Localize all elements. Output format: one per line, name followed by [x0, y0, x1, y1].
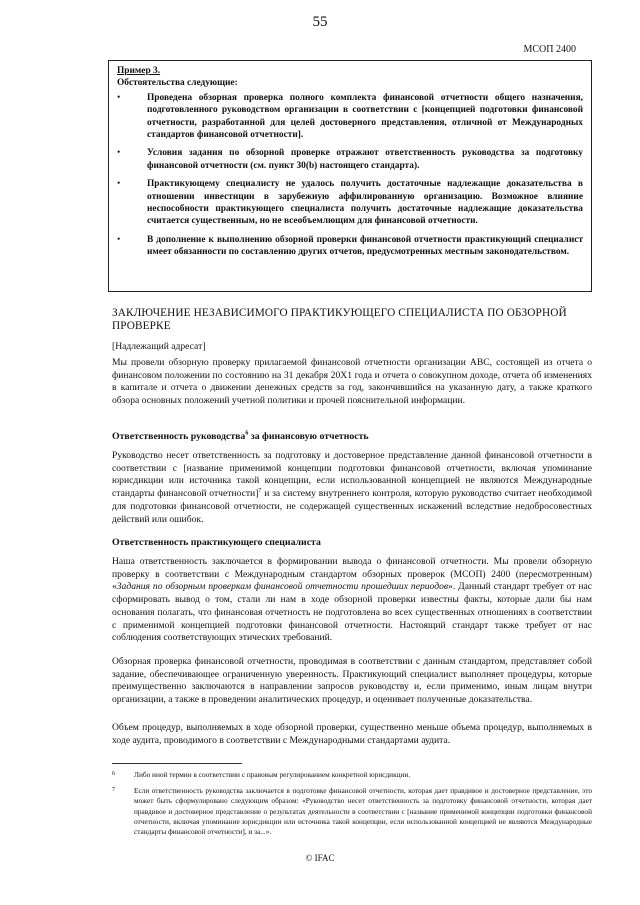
practitioner-paragraph — [112, 556, 592, 645]
report-title: ЗАКЛЮЧЕНИЕ НЕЗАВИСИМОГО ПРАКТИКУЮЩЕГО СПЕЦИАЛИСТА ПО ОБЗОРНОЙ ПРОВЕРКЕ — [112, 307, 567, 332]
practitioner-para-part1: Наша ответственность заключается в формировании вывода о финансовой отчетности. Мы провели обзорную проверку в соответствии с Международным стандартом обзорных проверок (МСОП) 2400 (пересмотренным) « — [112, 556, 592, 593]
mgmt-responsibility-paragraph — [112, 450, 592, 526]
review-paragraph-text: Обзорная проверка финансовой отчетности, проводимая в соответствии с данным стандартом, представляет собой задание, обеспечивающее ограниченную уверенность. Практикующий специалист выполняет процедуры, которые преимущественно заключаются в направлении запросов руководству и, если применимо, иным лицам внутри организации, а также в проведении аналитических процедур, и оценивает полученные доказательства. — [112, 656, 592, 706]
mgmt-heading-text: Ответственность руководства — [112, 431, 246, 442]
list-item-text: Проведена обзорная проверка полного комплекта финансовой отчетности общего назначения, подготовленного руководством организации в соответствии с [концепцией подготовки финансовой отчетности, разработанной для целей достоверного представления, отличной от Международных стандартов финансовой отчетности]. — [147, 92, 583, 141]
practitioner-para-part2: ». Данный стандарт требует от нас сформировать вывод о том, стали ли нам в ходе обзорной проверки известны факты, которые дали бы нам основания полагать, что финансовая отчетность не подготовлена во всех существенных отношениях в соответствии с применимой концепцией подготовки финансовой отчетности. Настоящий стандарт также требует от нас соблюдения соответствующих этических требований. — [112, 581, 592, 644]
list-item — [117, 147, 583, 172]
list-item-text: Практикующему специалисту не удалось получить достаточные надлежащие доказательства в отношении инвестиции в зарубежную аффилированную организацию. Возможное влияние неспособности практикующего специалиста получить достаточные надлежащие доказательства считается существенным, но не всеобъемлющим для финансовой отчетности. — [147, 179, 583, 227]
footnote-item — [112, 770, 592, 780]
example-list — [117, 92, 583, 259]
document-code: МСОП 2400 — [523, 44, 576, 55]
footnote-number: 7 — [112, 787, 115, 794]
list-item-text: Условия задания по обзорной проверке отражают ответственность руководства за подготовку финансовой отчетности (см. пункт 30(b) настоящего стандарта). — [147, 148, 583, 171]
list-item-text: В дополнение к выполнению обзорной проверки финансовой отчетности практикующий специалист имеет обязанности по составлению других отчетов, предусмотренных местным законодательством. — [147, 234, 583, 258]
footnote-text: Если ответственность руководства заключается в подготовке финансовой отчетности, которая дает правдивое и достоверное представление, это может быть сформулировано следующим образом: «Руководство несет ответственность за подготовку финансовой отчетности, которая дает правдивое и достоверное представление о результатах деятельности в соответствии с [название применимой концепции подготовки финансовой отчетности, включая упоминание юрисдикции или источника такой концепции, если использованной концепцией не являются Международные стандарты финансовой отчетности], и за...». — [134, 786, 592, 837]
copyright-footer: © IFAC — [305, 853, 335, 863]
list-item — [117, 92, 583, 142]
example-title: Пример 3. — [117, 66, 161, 76]
review-paragraph — [112, 656, 592, 707]
footnote-ref: 7 — [258, 487, 262, 494]
list-item — [117, 178, 583, 228]
mgmt-responsibility-heading — [112, 431, 592, 444]
bullet-icon: • — [117, 92, 121, 103]
practitioner-responsibility-heading: Ответственность практикующего специалиста — [112, 537, 321, 548]
example-intro: Обстоятельства следующие: — [117, 78, 238, 89]
bullet-icon: • — [117, 234, 121, 245]
bullet-icon: • — [117, 179, 121, 190]
standard-name-italic: Задания по обзорным проверкам финансовой отчетности прошедших периодов — [116, 581, 449, 593]
example-box — [108, 60, 592, 292]
addressee: [Надлежащий адресат] — [112, 341, 206, 352]
footnote-text: Либо иной термин в соответствии с правовым регулированием конкретной юрисдикции. — [134, 770, 411, 779]
intro-paragraph — [112, 357, 592, 408]
mgmt-heading-tail: за финансовую отчетность — [248, 431, 369, 442]
volume-paragraph — [112, 722, 592, 747]
intro-paragraph-text: Мы провели обзорную проверку прилагаемой финансовой отчетности организации ABC, состоящей из отчета о финансовом положении по состоянию на 31 декабря 20X1 года и отчета о совокупном доходе, отчета об изменениях в капитале и отчета о движении денежных средств за год, закончившийся на указанную дату, а также краткого обзора основных положений учетной политики и прочей пояснительной информации. — [112, 357, 592, 407]
page-number: 55 — [312, 14, 328, 30]
volume-paragraph-text: Объем процедур, выполняемых в ходе обзорной проверки, существенно меньше объема процедур, выполняемых в ходе аудита, проводимого в соответствии с Международными стандартами аудита. — [112, 722, 592, 746]
mgmt-para-part2: и за систему внутреннего контроля, которую руководство считает необходимой для подготовки финансовой отчетности, не содержащей существенных искажений вследствие недобросовестных действий или ошибок. — [112, 488, 593, 525]
bullet-icon: • — [117, 148, 121, 159]
footnote-item — [112, 786, 592, 837]
footnote-ref: 6 — [245, 430, 249, 437]
footnotes — [112, 770, 592, 843]
footnote-divider — [112, 763, 242, 764]
mgmt-para-part1: Руководство несет ответственность за подготовку и достоверное представление данной финансовой отчетности в соответствии с [название применимой концепции подготовки финансовой отчетности, включая упоминание юрисдикции или источника такой концепции, если использованной концепцией не являются Международные стандарты финансовой отчетности] — [112, 450, 592, 500]
footnote-number: 6 — [112, 771, 115, 777]
list-item — [117, 234, 583, 259]
